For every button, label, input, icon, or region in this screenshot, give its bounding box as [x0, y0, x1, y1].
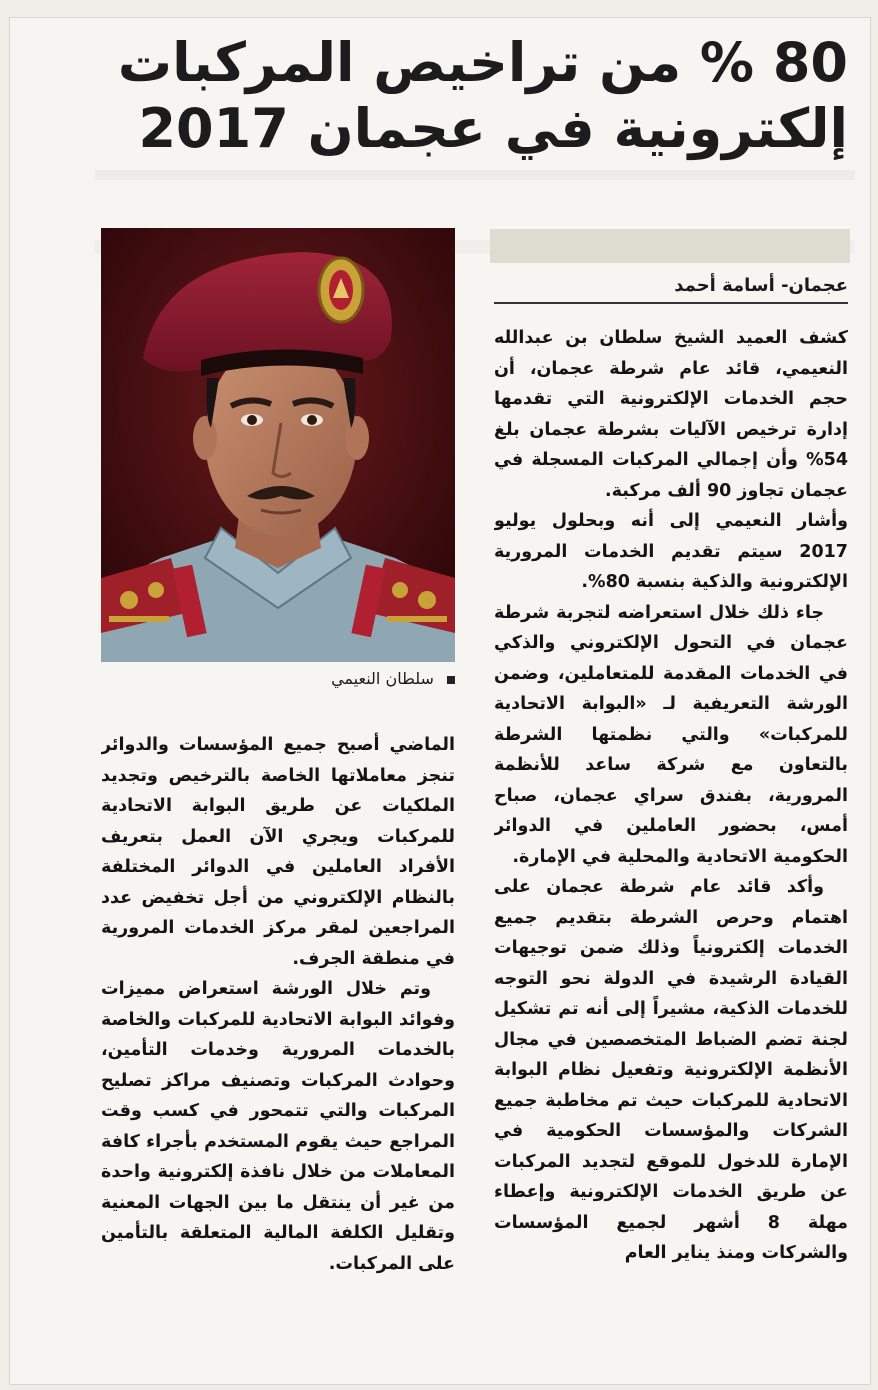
portrait-photo [101, 228, 455, 662]
byline: عجمان- أسامة أحمد [494, 272, 848, 304]
paragraph: كشف العميد الشيخ سلطان بن عبدالله النعيمي، قائد عام شرطة عجمان، أن حجم الخدمات الإلكترونية التي تقدمها إدارة ترخيص الآليات بشرطة عجمان بلغ 54% وأن إجمالي المركبات المسجلة في عجمان تجاوز 90 ألف مركبة. [494, 328, 848, 501]
paragraph: وأشار النعيمي إلى أنه وبحلول يوليو 2017 سيتم تقديم الخدمات المرورية الإلكترونية والذكية بنسبة 80%. [494, 511, 848, 592]
caption-text: سلطان النعيمي [331, 669, 434, 688]
paragraph: وأكد قائد عام شرطة عجمان على اهتمام وحرص الشرطة بتقديم جميع الخدمات إلكترونياً وذلك ضمن توجيهات القيادة الرشيدة في الدولة نحو التوجه للخدمات الذكية، مشيراً إلى أنه تم تشكيل لجنة تضم الضباط المتخصصين في مجال الأنظمة الإلكترونية وتفعيل نظام البوابة الاتحادية للمركبات حيث تم مخاطبة جميع الشركات والمؤسسات الحكومية في الإمارة للدخول للموقع لتجديد المركبات عن طريق الخدمات الإلكترونية وإعطاء مهلة 8 أشهر لجميع المؤسسات والشركات ومنذ يناير العام [494, 877, 848, 1263]
caption-bullet-icon [447, 676, 455, 684]
headline-line-1: 80 % من تراخيص المركبات [117, 31, 848, 94]
byline-band [490, 229, 850, 263]
paragraph: الماضي أصبح جميع المؤسسات والدوائر تنجز معاملاتها الخاصة بالترخيص وتجديد الملكيات عن طريق البوابة الاتحادية للمركبات ويجري الآن العمل بتعريف الأفراد العاملين في الدوائر المختلفة بالنظام الإلكتروني من أجل تخفيض عدد المراجعين لمقر مركز الخدمات المرورية في منطقة الجرف. [101, 735, 455, 969]
paragraph: جاء ذلك خلال استعراضه لتجربة شرطة عجمان في التحول الإلكتروني والذكي في الخدمات المقدمة للمتعاملين، وضمن الورشة التعريفية لـ «البوابة الاتحادية للمركبات» والتي نظمتها الشرطة بالتعاون مع شركة ساعد للأنظمة المرورية، بفندق سراي عجمان، صباح أمس، بحضور العاملين في الدوائر الحكومية الاتحادية والمحلية في الإمارة. [494, 602, 848, 867]
photo-caption [101, 666, 455, 692]
headline-line-2: إلكترونية في عجمان 2017 [138, 97, 848, 160]
officer-portrait-illustration [101, 228, 455, 662]
article-column-left [101, 730, 455, 1360]
article-headline [48, 30, 848, 162]
article-column-right [494, 323, 848, 1363]
paragraph: وتم خلال الورشة استعراض مميزات وفوائد البوابة الاتحادية للمركبات والخاصة بالخدمات المرورية وخدمات التأمين، وحوادث المركبات وتصنيف مراكز تصليح المركبات والتي تتمحور في كسب وقت المراجع حيث يقوم المستخدم بأجراء كافة المعاملات من خلال نافذة إلكترونية واحدة من غير أن ينتقل ما بين الجهات المعنية وتقليل الكلفة المالية المتعلقة بالتأمين على المركبات. [101, 979, 455, 1274]
